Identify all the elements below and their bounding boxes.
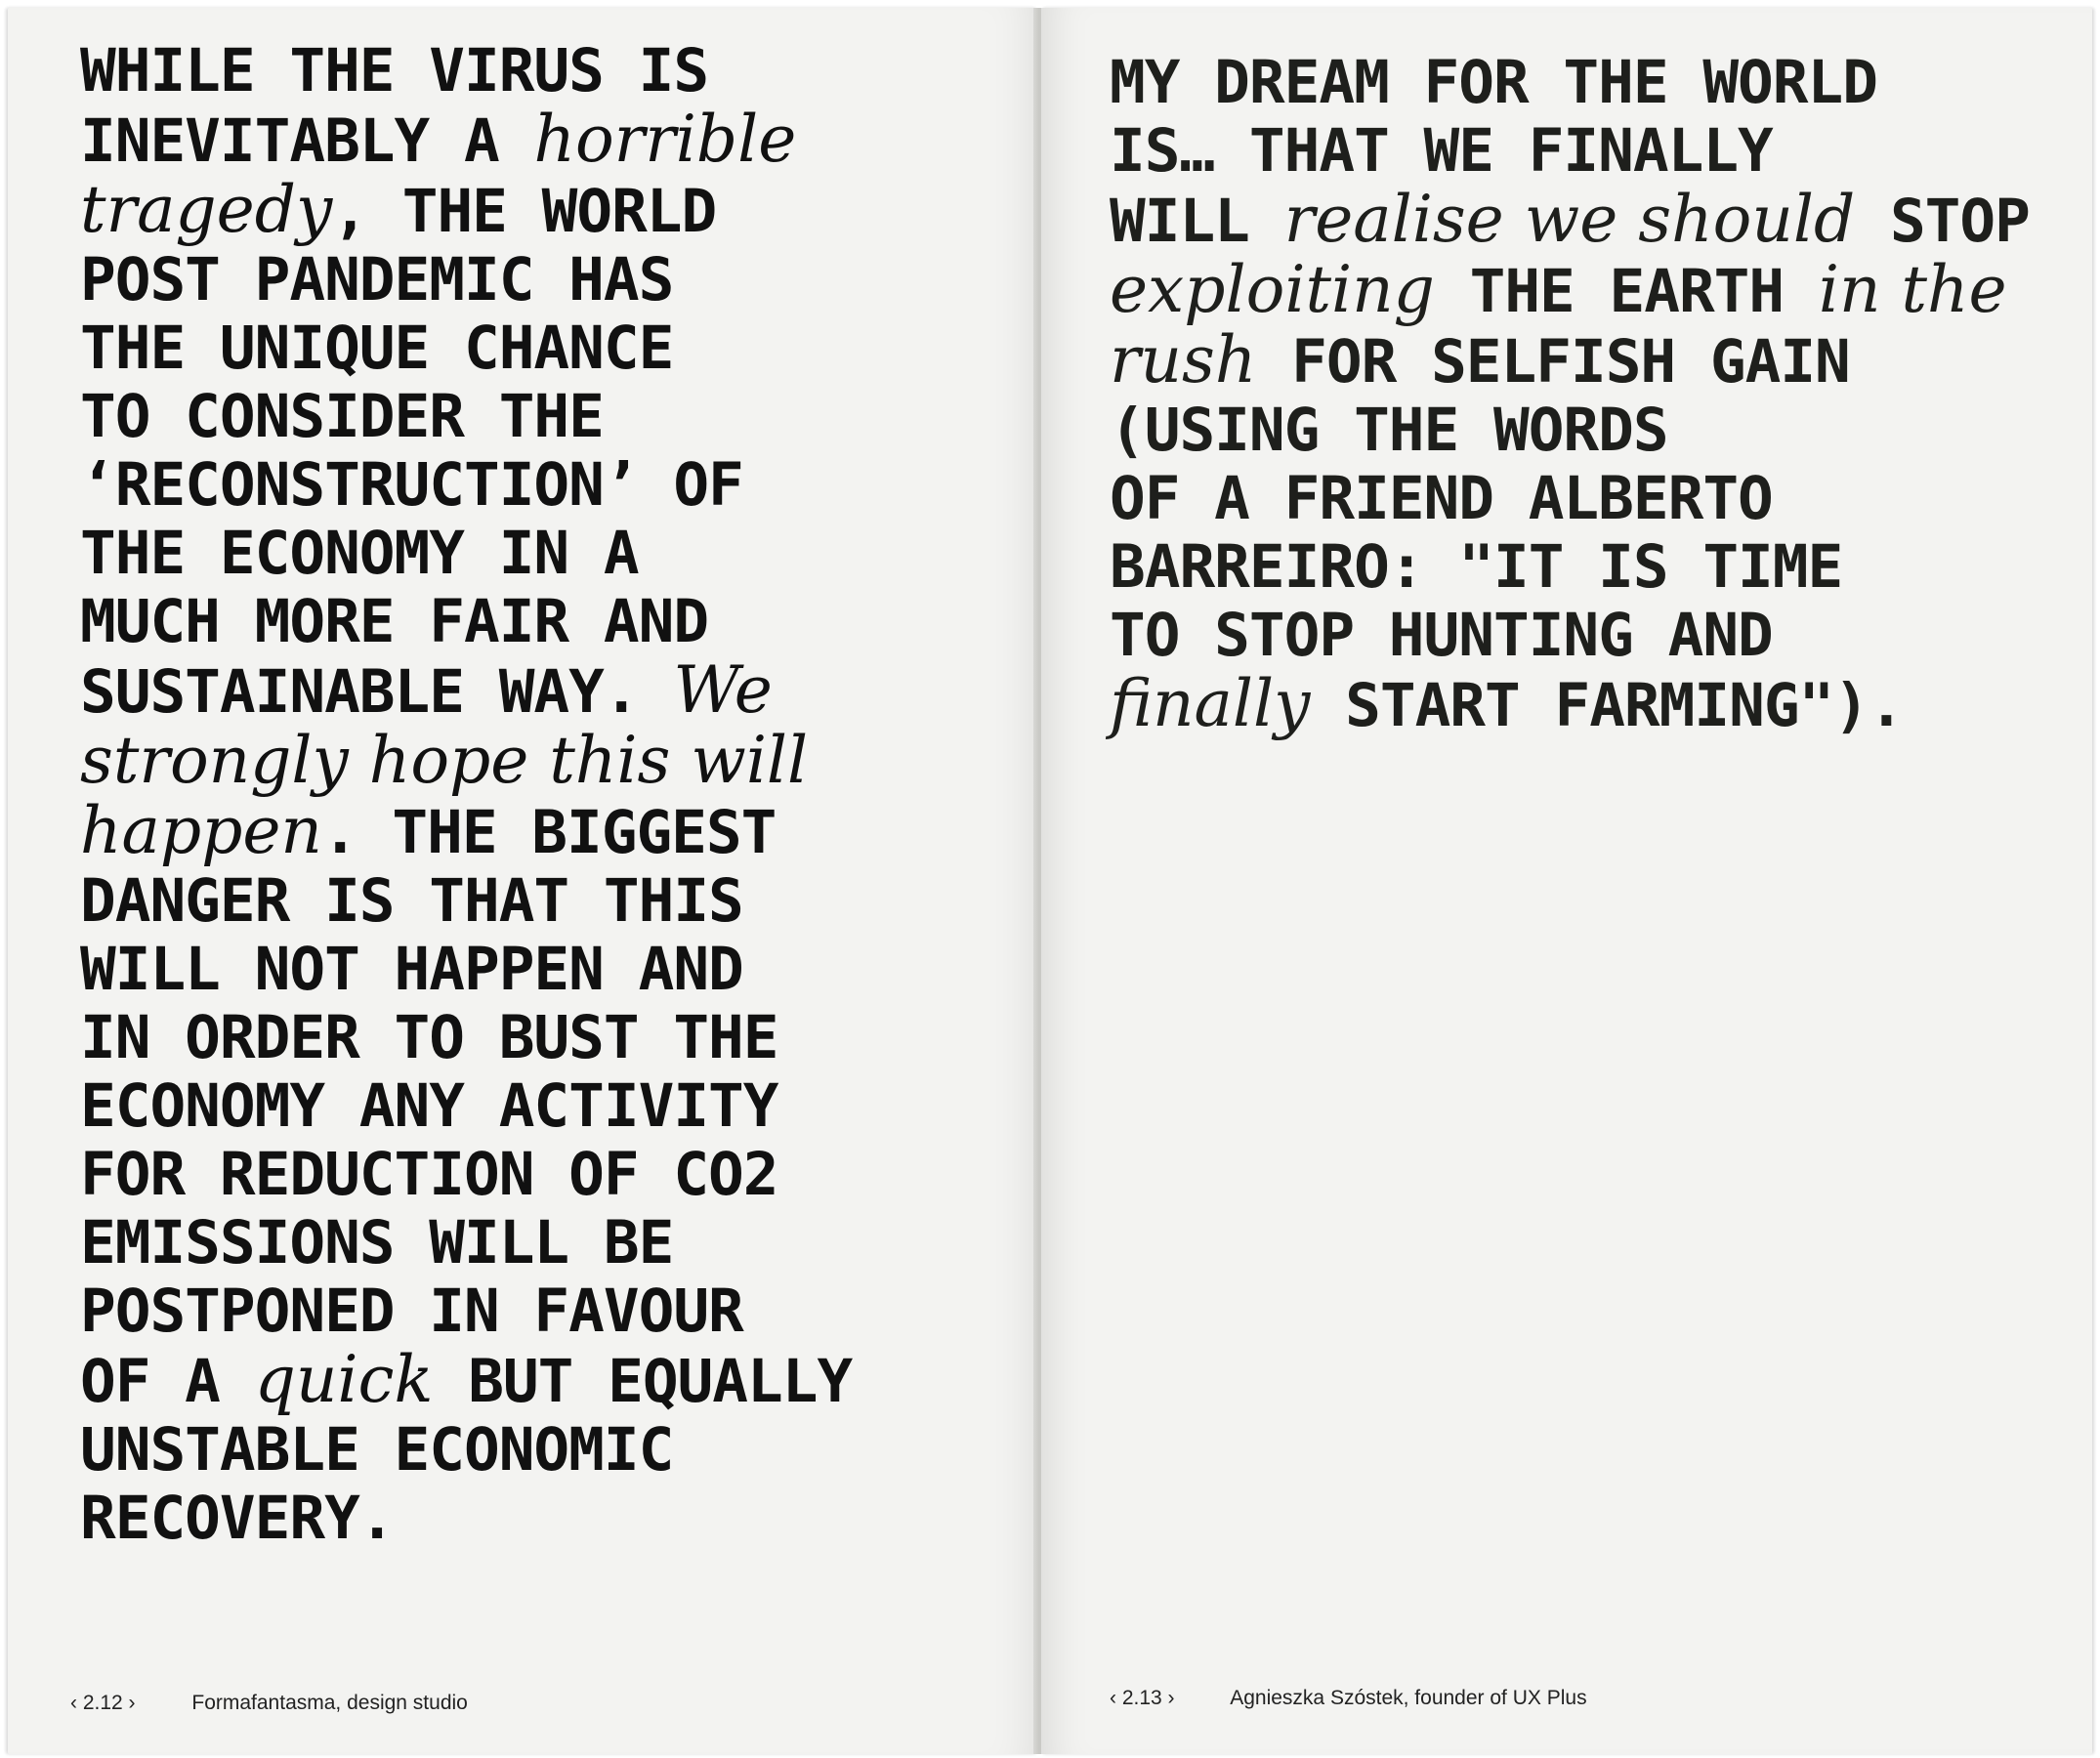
text-line <box>80 1141 1018 1209</box>
text-segment: POSTPONED IN FAVOUR <box>80 1277 743 1346</box>
text-line <box>1110 533 2077 602</box>
text-segment: FOR REDUCTION OF CO2 <box>80 1140 778 1209</box>
text-line <box>1110 182 2077 257</box>
text-line <box>80 37 1018 105</box>
right-page-footer <box>1110 1687 1587 1710</box>
italic-segment: quick <box>254 1342 434 1417</box>
text-segment: WILL <box>1110 187 1284 256</box>
text-segment: THE UNIQUE CHANCE <box>80 314 674 383</box>
text-segment: FOR SELFISH GAIN <box>1256 327 1850 397</box>
text-line <box>80 1485 1018 1553</box>
italic-segment: realise we should <box>1283 182 1856 257</box>
page-number: ‹ 2.13 › <box>1110 1687 1175 1709</box>
text-segment: IS… THAT WE FINALLY <box>1110 116 1773 186</box>
text-line <box>80 102 1018 177</box>
text-segment: DANGER IS THAT THIS <box>80 866 743 936</box>
attribution: Agnieszka Szóstek, founder of UX Plus <box>1230 1687 1587 1709</box>
page-number: ‹ 2.12 › <box>70 1692 136 1714</box>
text-line <box>1110 602 2077 670</box>
text-segment: MY DREAM FOR THE WORLD <box>1110 48 1877 117</box>
italic-segment: strongly hope this will <box>80 723 809 798</box>
text-segment: OF A FRIEND ALBERTO <box>1110 464 1773 533</box>
text-segment: ‘RECONSTRUCTION’ OF <box>80 450 743 520</box>
right-page <box>1041 8 2092 1754</box>
text-segment: TO CONSIDER THE <box>80 382 604 451</box>
text-segment: THE EARTH <box>1434 257 1819 326</box>
text-line <box>1110 397 2077 465</box>
text-segment: START FARMING"). <box>1310 671 1904 740</box>
text-line <box>80 588 1018 656</box>
text-line <box>80 451 1018 520</box>
text-segment: WILL NOT HAPPEN AND <box>80 935 743 1004</box>
text-line <box>80 314 1018 383</box>
text-line <box>80 723 1018 798</box>
text-segment: OF A <box>80 1347 255 1416</box>
text-line <box>80 1004 1018 1072</box>
text-line <box>80 1277 1018 1346</box>
text-line <box>1110 666 2077 741</box>
text-segment: STOP <box>1855 187 2030 256</box>
text-segment: BUT EQUALLY <box>433 1347 853 1416</box>
italic-segment: in the <box>1818 252 2007 327</box>
text-line <box>80 1072 1018 1141</box>
text-line <box>80 793 1018 868</box>
text-segment: UNSTABLE ECONOMIC <box>80 1415 674 1485</box>
italic-segment: rush <box>1110 322 1257 398</box>
text-segment: IN ORDER TO BUST THE <box>80 1003 778 1072</box>
text-line <box>1110 252 2077 327</box>
italic-segment: tragedy <box>80 172 333 247</box>
text-segment: POST PANDEMIC HAS <box>80 245 674 314</box>
text-line <box>80 172 1018 247</box>
text-segment: EMISSIONS WILL BE <box>80 1208 674 1277</box>
text-segment: WHILE THE VIRUS IS <box>80 36 709 105</box>
text-line <box>1110 49 2077 117</box>
text-line <box>80 383 1018 451</box>
right-page-essay <box>1110 49 2077 740</box>
text-line <box>80 1416 1018 1485</box>
text-line <box>1110 322 2077 398</box>
text-segment: . THE BIGGEST <box>321 798 777 867</box>
italic-segment: exploiting <box>1110 252 1435 327</box>
text-segment: (USING THE WORDS <box>1110 396 1668 465</box>
text-line <box>80 867 1018 936</box>
text-line <box>80 520 1018 588</box>
text-line <box>1110 117 2077 186</box>
text-line <box>1110 465 2077 533</box>
text-segment: ECONOMY ANY ACTIVITY <box>80 1071 778 1141</box>
text-line <box>80 246 1018 314</box>
text-segment: TO STOP HUNTING AND <box>1110 601 1773 670</box>
italic-segment: happen <box>80 793 322 868</box>
italic-segment: horrible <box>533 102 797 177</box>
text-line <box>80 936 1018 1004</box>
left-page-essay <box>80 37 1018 1553</box>
text-segment: RECOVERY. <box>80 1484 395 1553</box>
left-page-footer <box>70 1692 468 1715</box>
text-line <box>80 1209 1018 1277</box>
text-line <box>80 652 1018 728</box>
text-segment: SUSTAINABLE WAY. <box>80 657 674 727</box>
attribution: Formafantasma, design studio <box>191 1692 468 1714</box>
text-segment: THE ECONOMY IN A <box>80 519 639 588</box>
text-segment: , THE WORLD <box>332 177 717 246</box>
left-page <box>8 8 1037 1754</box>
italic-segment: We <box>673 652 773 728</box>
text-segment: BARREIRO: "IT IS TIME <box>1110 532 1843 602</box>
italic-segment: finally <box>1110 666 1311 741</box>
text-segment: INEVITABLY A <box>80 106 534 176</box>
text-line <box>80 1342 1018 1417</box>
text-segment: MUCH MORE FAIR AND <box>80 587 709 656</box>
